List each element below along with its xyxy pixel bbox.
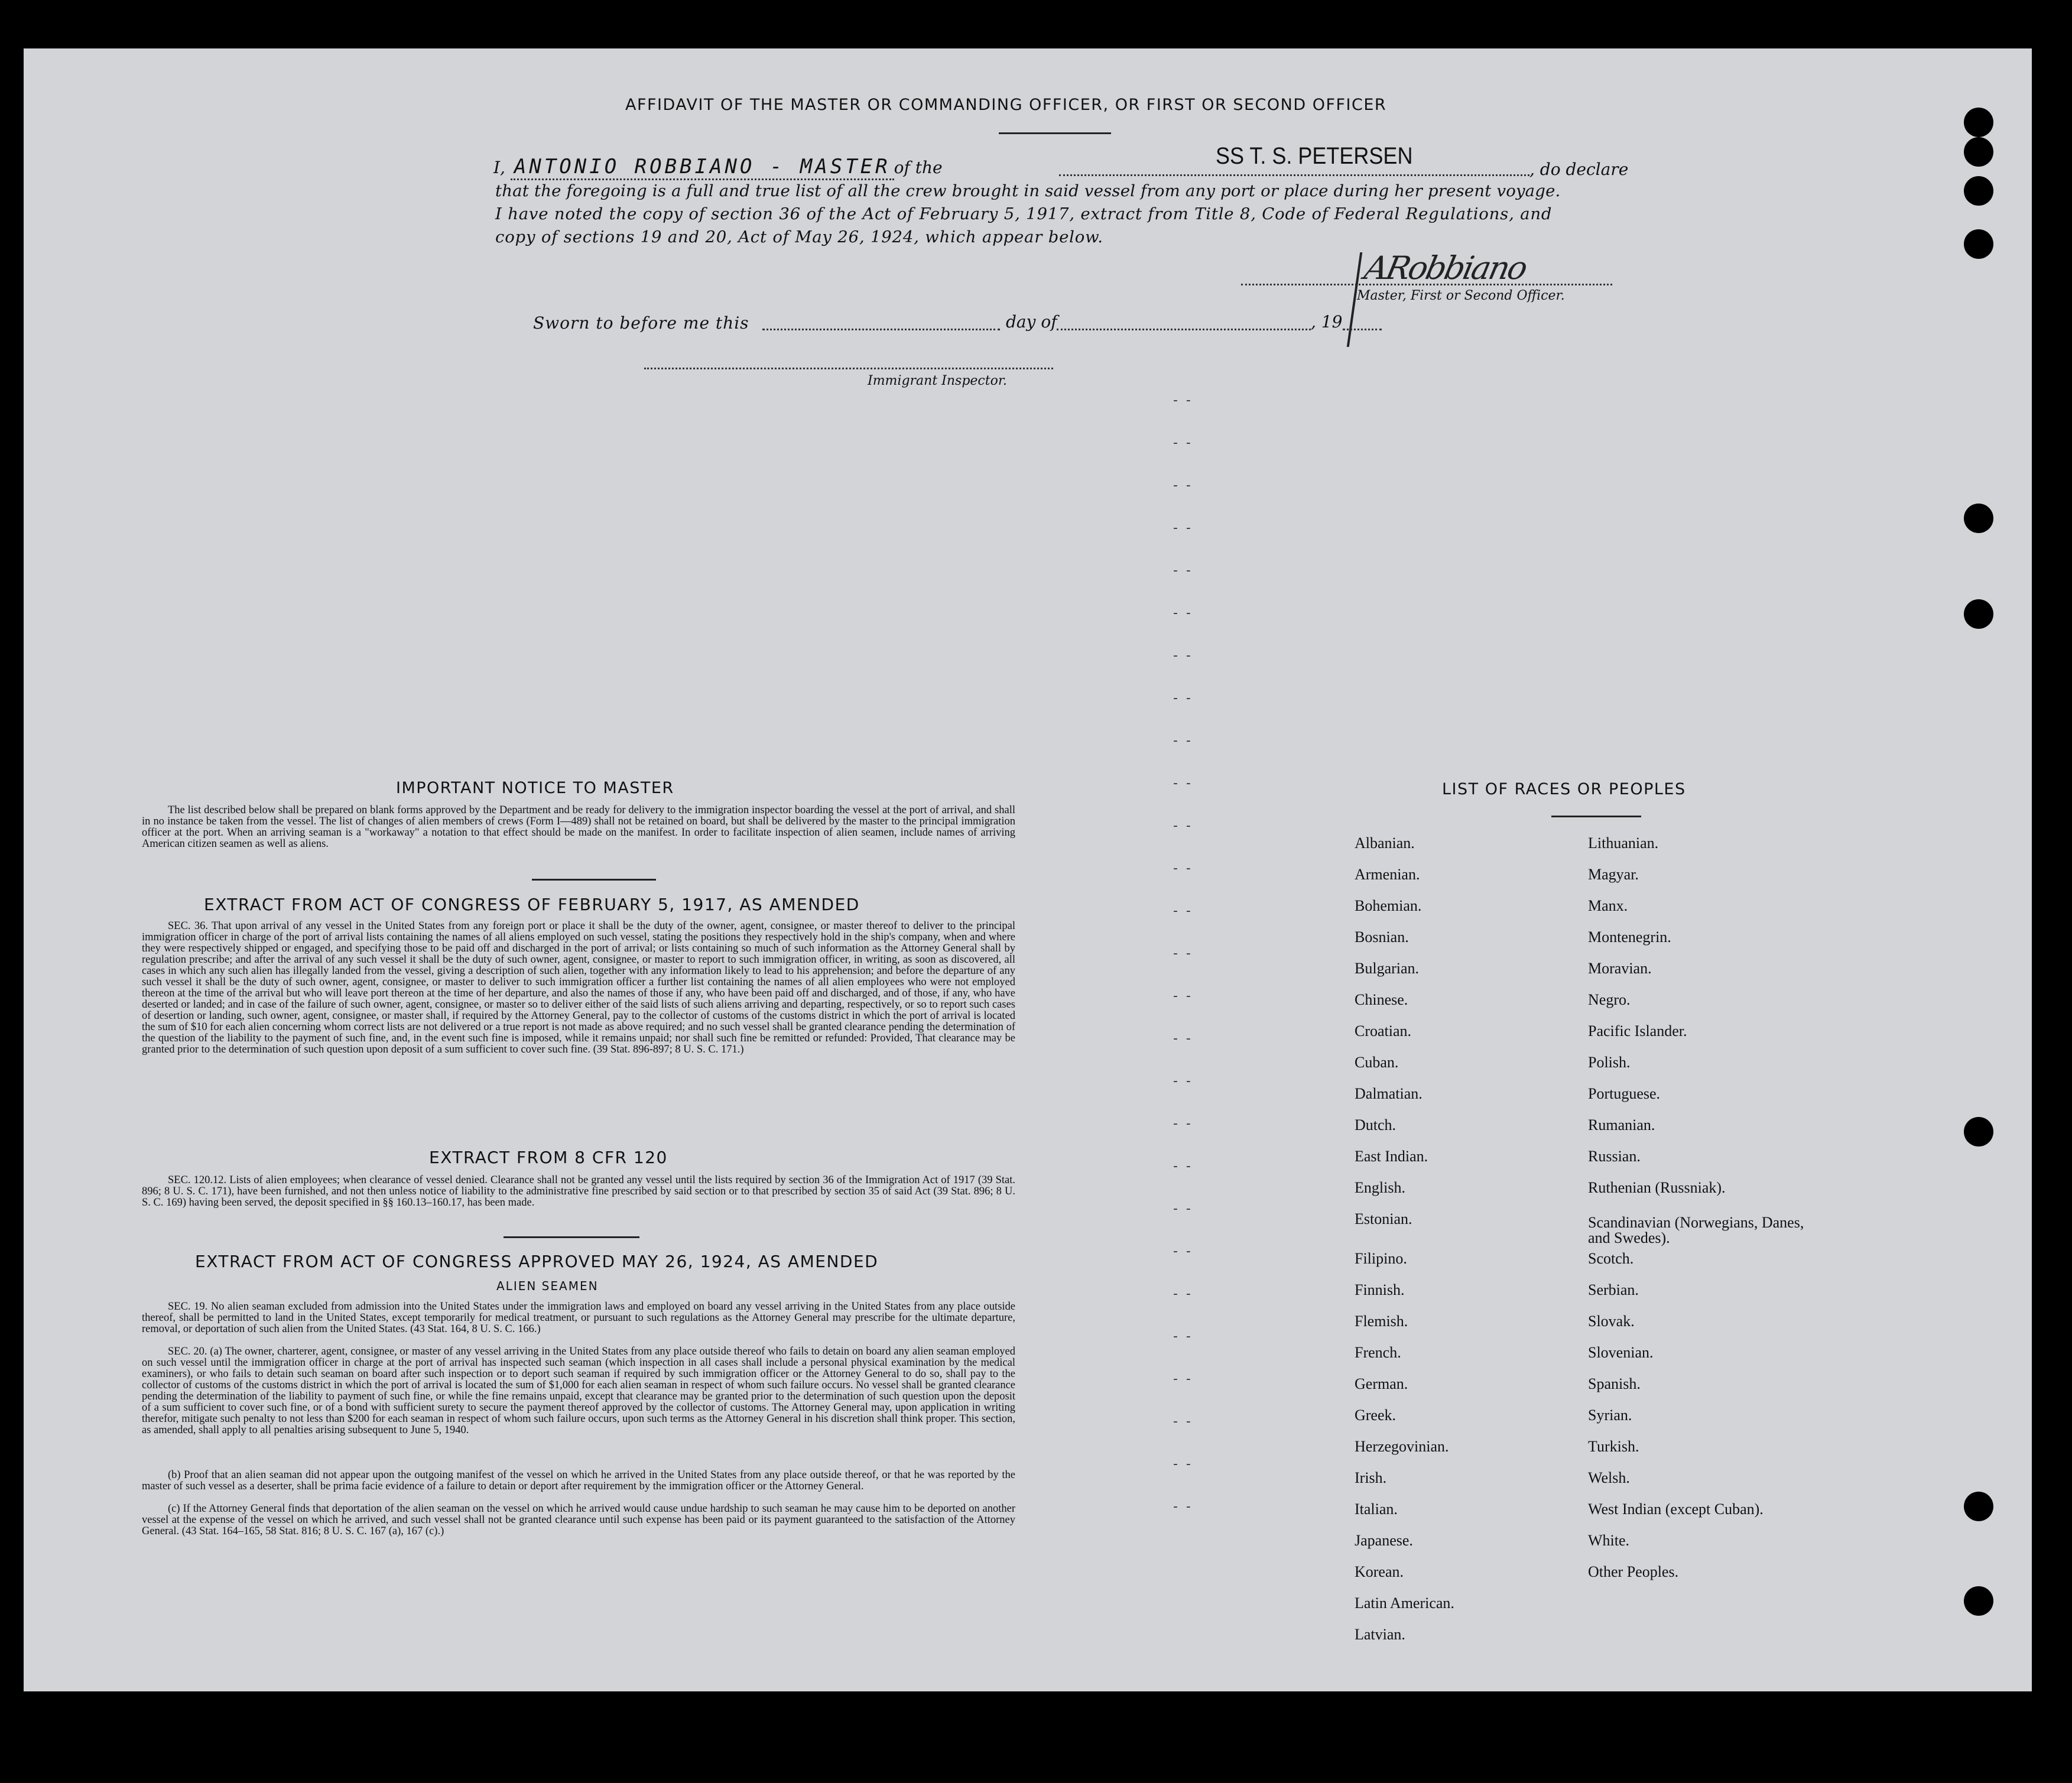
vessel-field-line — [1059, 174, 1529, 176]
sworn-day-line — [762, 329, 1000, 330]
race-item: Moravian. — [1588, 960, 1652, 977]
extract-1917-heading: EXTRACT FROM ACT OF CONGRESS OF FEBRUARY 5, 1917, AS AMENDED — [204, 895, 860, 914]
race-item: Latvian. — [1355, 1626, 1405, 1643]
race-item: Armenian. — [1355, 866, 1420, 883]
race-item: Bohemian. — [1355, 897, 1422, 914]
extract-1917-body: SEC. 36. That upon arrival of any vessel in the United States from any foreign port or place it shall be the duty of the owner, agent, consignee, or master thereof to deliver to the principal immigration officer in charge of the port of arrival lists containing the names of all aliens employed on such vessel, stating the positions they respectively hold in the ship's company, when and where they were respectively shipped or engaged, and specifying those to be paid off and discharged in the port of arrival; or lists containing so much of such information as the Attorney General shall by regulation prescribe; and after the arrival of any such vessel it shall be the duty of such owner, agent, consignee, or master to report to such immigration officer, in writing, as soon as discovered, all cases in which any such alien has illegally landed from the vessel, giving a description of such alien, together with any information likely to lead to his apprehension; and before the departure of any such vessel it shall be the duty of such owner, agent, consignee, or master to deliver to such immigration officer a further list containing the names of all alien employees who were not employed thereon at the time of the arrival but who will leave port thereon at the time of her departure, and also the names of those if any, who have been paid off and discharged, and of those, if any, who have deserted or landed; and in case of the failure of such owner, agent, consignee, or master so to deliver either of the said lists of such aliens arriving and departing, respectively, or so to report such cases of desertion or landing, such owner, agent, consignee, or master shall, if required by the Attorney General, pay to the collector of customs of the customs district in which the port of arrival is located the sum of $10 for each alien concerning whom correct lists are not delivered or a true report is not made as above required; and no such vessel shall be granted clearance pending the determination of the question of the liability to the payment of such fine, and, in the event such fine is imposed, while it remains unpaid; nor shall such fine be remitted or refunded: Provided, That clearance may be granted prior to the determination of such question upon deposit of a sum sufficient to cover such fine. (39 Stat. 896-897; 8 U. S. C. 171.) — [142, 920, 1015, 1055]
binder-hole — [1964, 1492, 1993, 1521]
race-item: Croatian. — [1355, 1022, 1412, 1040]
of-the: of the — [894, 158, 943, 177]
race-item: East Indian. — [1355, 1148, 1428, 1165]
inspector-caption: Immigrant Inspector. — [868, 374, 1007, 388]
year-prefix: , 19 — [1311, 312, 1343, 332]
master-name-handwritten: ANTONIO ROBBIANO - MASTER — [511, 155, 894, 180]
signature-handwritten: ARobbiano — [1361, 249, 1529, 287]
race-item: Japanese. — [1355, 1532, 1413, 1549]
sworn-prefix: Sworn to before me this — [533, 313, 749, 333]
extract-1924-heading: EXTRACT FROM ACT OF CONGRESS APPROVED MAY 26, 1924, AS AMENDED — [195, 1252, 879, 1271]
race-item: Magyar. — [1588, 866, 1639, 883]
sworn-month-line — [1057, 329, 1311, 330]
race-item: Dutch. — [1355, 1116, 1397, 1134]
race-item: Estonian. — [1355, 1210, 1412, 1227]
race-item: Slovak. — [1588, 1313, 1635, 1330]
affidavit-title: AFFIDAVIT OF THE MASTER OR COMMANDING OFFICER, OR FIRST OR SECOND OFFICER — [625, 96, 1387, 114]
race-item: Albanian. — [1355, 834, 1415, 852]
race-item: Lithuanian. — [1588, 834, 1659, 852]
race-item: Syrian. — [1588, 1407, 1632, 1424]
vessel-name: SS T. S. PETERSEN — [1216, 143, 1413, 169]
alien-seamen-subheading: ALIEN SEAMEN — [496, 1279, 599, 1293]
i-prefix: I, — [493, 158, 505, 177]
race-item: Filipino. — [1355, 1250, 1407, 1267]
race-item: Spanish. — [1588, 1375, 1641, 1392]
race-item: Slovenian. — [1588, 1344, 1654, 1361]
binder-hole — [1964, 504, 1993, 533]
do-declare: , do declare — [1529, 160, 1629, 179]
declaration-line-1 — [493, 155, 943, 178]
day-of-label: day of — [1006, 312, 1057, 332]
sworn-year-line — [1343, 329, 1382, 330]
race-item: German. — [1355, 1375, 1408, 1392]
race-item: Other Peoples. — [1588, 1563, 1679, 1580]
race-item: Polish. — [1588, 1054, 1631, 1071]
race-item: West Indian (except Cuban). — [1588, 1501, 1764, 1518]
title-rule — [999, 132, 1111, 134]
extract-1924-sec19: SEC. 19. No alien seaman excluded from admission into the United States under the immigration laws and employed on board any vessel arriving in the United States from any place outside thereof, shall be permitted to land in the United States, except temporarily for medical treatment, or pursuant to such regulations as the Attorney General may prescribe for the ultimate departure, removal, or deportation of such alien from the United States. (43 Stat. 164, 8 U. S. C. 166.) — [142, 1301, 1015, 1335]
extract-1924-sec20b: (b) Proof that an alien seaman did not appear upon the outgoing manifest of the vessel on which he arrived in the United States from any place outside thereof, or that he was reported by the master of such vessel as a deserter, shall be prima facie evidence of a failure to detain or deport after requirement by the immigration officer or the Attorney General. — [142, 1469, 1015, 1492]
races-heading: LIST OF RACES OR PEOPLES — [1442, 780, 1686, 798]
cfr-rule — [504, 1236, 639, 1238]
binder-hole — [1964, 137, 1993, 167]
notice-heading: IMPORTANT NOTICE TO MASTER — [396, 779, 674, 797]
race-item: Rumanian. — [1588, 1116, 1655, 1134]
race-item: Flemish. — [1355, 1313, 1408, 1330]
race-item: Latin American. — [1355, 1594, 1454, 1612]
race-item: Irish. — [1355, 1469, 1387, 1486]
race-item: Scandinavian (Norwegians, Danes, and Swedes). — [1588, 1214, 1804, 1246]
binder-hole — [1964, 1586, 1993, 1616]
extract-cfr-heading: EXTRACT FROM 8 CFR 120 — [429, 1148, 668, 1167]
race-item: Italian. — [1355, 1501, 1398, 1518]
race-item: English. — [1355, 1179, 1405, 1196]
document-sheet — [24, 48, 2032, 1691]
race-item: Ruthenian (Russniak). — [1588, 1179, 1726, 1196]
notice-rule — [532, 879, 656, 881]
race-item: Portuguese. — [1588, 1085, 1661, 1102]
binder-hole — [1964, 1117, 1993, 1147]
race-item: Finnish. — [1355, 1281, 1405, 1298]
race-item: Chinese. — [1355, 991, 1408, 1008]
race-item: Pacific Islander. — [1588, 1022, 1687, 1040]
binder-hole — [1964, 229, 1993, 259]
race-item: Turkish. — [1588, 1438, 1639, 1455]
race-item: Bulgarian. — [1355, 960, 1420, 977]
race-item: Dalmatian. — [1355, 1085, 1423, 1102]
extract-cfr-body: SEC. 120.12. Lists of alien employees; when clearance of vessel denied. Clearance shall not be granted any vessel until the lists required by section 36 of the Immigration Act of 1917 (39 Stat. 896; 8 U. S. C. 171), have been furnished, and not then unless notice of liability to the administrative fine prescribed by said section or to that prescribed by section 35 of said Act (39 Stat. 896; 8 U. S. C. 169) having been served, the deposit specified in §§ 160.13–160.17, has been made. — [142, 1174, 1015, 1209]
race-item: Serbian. — [1588, 1281, 1639, 1298]
notice-body: The list described below shall be prepared on blank forms approved by the Department and be ready for delivery to the immigration inspector boarding the vessel at the port of arrival, and shall in no instance be taken from the vessel. The list of changes of alien members of crews (Form I—489) shall not be retained on board, but shall be delivered by the master to the principal immigration officer at the port. When an arriving seaman is a "workaway" a notation to that effect should be made on the manifest. In order to facilitate inspection of alien seamen, include names of arriving American citizen seamen as well as aliens. — [142, 804, 1015, 850]
inspector-signature-line — [644, 368, 1053, 369]
binder-hole — [1964, 599, 1993, 629]
blank-dash-marks: - - - - - - - - - - - - - - - - - - - - - - - - - - - - - - - - - - - - - - - - - - - - - - - - - - - - - - — [1173, 393, 1191, 1514]
race-item: Bosnian. — [1355, 928, 1409, 946]
race-item: Herzegovinian. — [1355, 1438, 1449, 1455]
extract-1924-sec20a: SEC. 20. (a) The owner, charterer, agent, consignee, or master of any vessel arriving in the United States from any place outside thereof who fails to detain on board any alien seaman employed on such vessel until the immigration officer in charge at the port of arrival has inspected such seaman (which inspection in all cases shall include a personal physical examination by the medical examiners), or who fails to detain such seaman on board after such inspection or to deport such seaman if required by such immigration officer or the Attorney General to do so, shall pay to the collector of customs of the customs district in which the port of arrival is located the sum of $1,000 for each alien seaman in respect of whom such failure occurs. No vessel shall be granted clearance pending the determination of the liability to payment of such fine, or while the fine remains unpaid, except that clearance may be granted prior to the determination of such question upon the deposit of a sum sufficient to cover such fine, or of a bond with sufficient surety to secure the payment thereof approved by the collector of customs. The Attorney General may, upon application in writing therefor, mitigate such penalty to not less than $200 for each seaman in respect of whom such failure occurs, upon such terms as the Attorney General in his discretion shall think proper. This section, as amended, shall apply to all penalties arising subsequent to June 5, 1940. — [142, 1346, 1015, 1436]
binder-hole — [1964, 108, 1993, 137]
declaration-line-2: that the foregoing is a full and true list of all the crew brought in said vessel from any port or place during her present voyage. — [495, 181, 1561, 200]
races-rule — [1551, 816, 1641, 817]
race-item: Korean. — [1355, 1563, 1404, 1580]
race-item: Scotch. — [1588, 1250, 1634, 1267]
binder-hole — [1964, 176, 1993, 206]
race-item: Montenegrin. — [1588, 928, 1671, 946]
extract-1924-sec20c: (c) If the Attorney General finds that deportation of the alien seaman on the vessel on which he arrived would cause undue hardship to such seaman he may cause him to be deported on another vessel at the expense of the vessel on which he arrived, and such vessel shall not be granted clearance until such expense has been paid or its payment guaranteed to the satisfaction of the Attorney General. (43 Stat. 164–165, 58 Stat. 816; 8 U. S. C. 167 (a), 167 (c).) — [142, 1503, 1015, 1537]
race-item: Welsh. — [1588, 1469, 1630, 1486]
signature-caption: Master, First or Second Officer. — [1357, 288, 1565, 303]
race-item: Negro. — [1588, 991, 1631, 1008]
race-item: White. — [1588, 1532, 1630, 1549]
race-item: Greek. — [1355, 1407, 1397, 1424]
race-item: Manx. — [1588, 897, 1628, 914]
race-item: Cuban. — [1355, 1054, 1399, 1071]
race-item: French. — [1355, 1344, 1401, 1361]
declaration-line-3: I have noted the copy of section 36 of the Act of February 5, 1917, extract from Title 8, Code of Federal Regulations, and — [495, 204, 1553, 223]
race-item: Russian. — [1588, 1148, 1641, 1165]
declaration-line-4: copy of sections 19 and 20, Act of May 26, 1924, which appear below. — [495, 228, 1103, 246]
